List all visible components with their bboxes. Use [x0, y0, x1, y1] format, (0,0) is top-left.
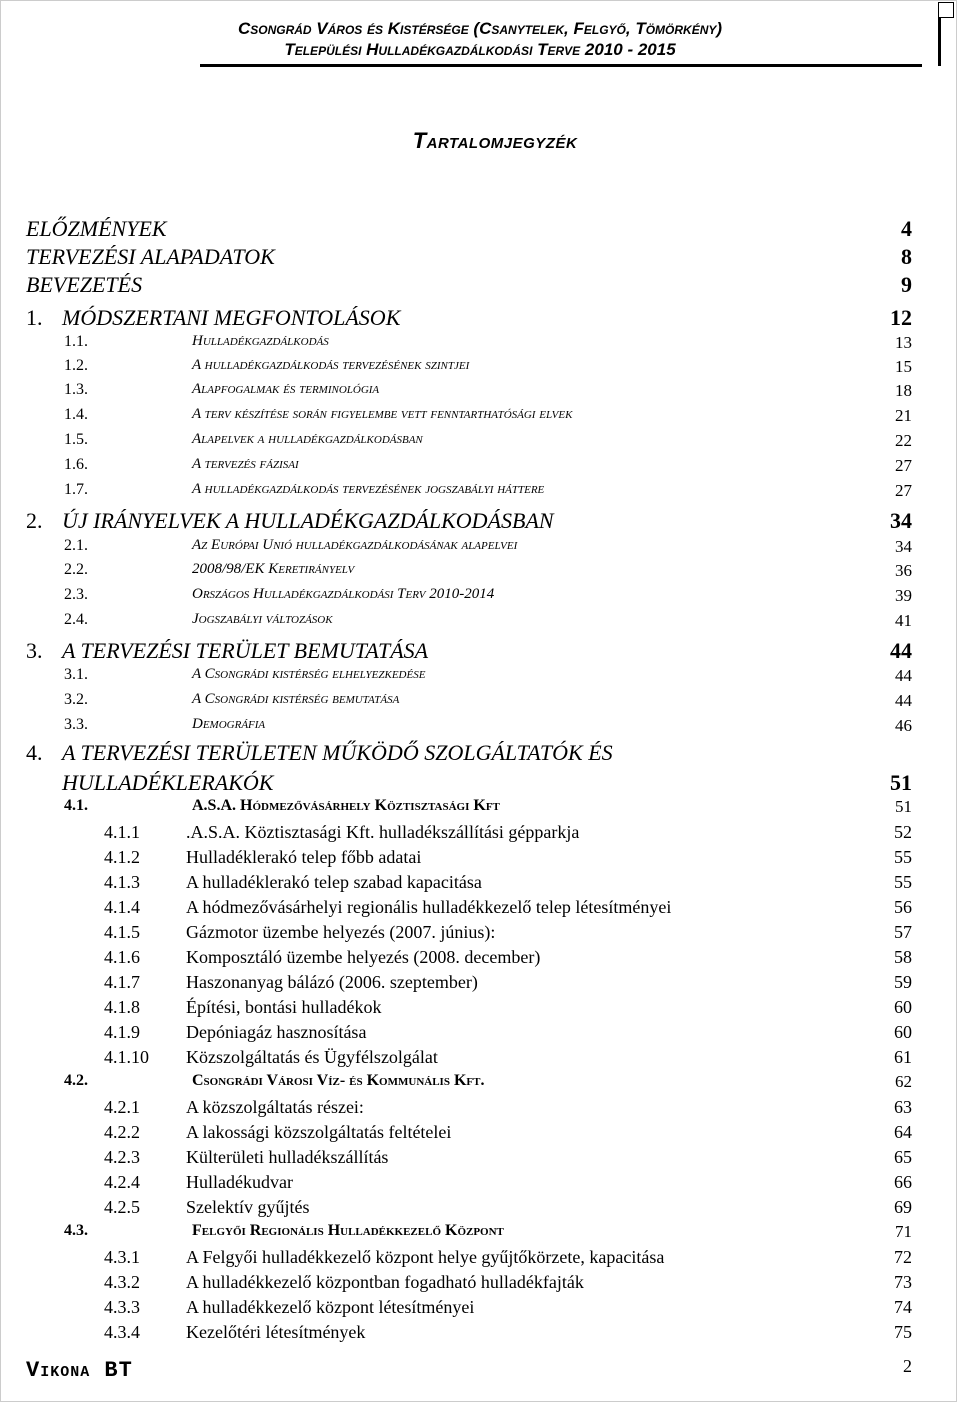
toc-entry-title: A hulladékgazdálkodás tervezésének jogszabályi háttere	[192, 481, 545, 497]
toc-entry-title: Szelektív gyűjtés	[186, 1197, 310, 1217]
toc-entry-page: 22	[895, 431, 912, 450]
toc-entry-title: Külterületi hulladékszállítás	[186, 1147, 389, 1167]
toc-entry-title: A lakossági közszolgáltatás feltételei	[186, 1122, 452, 1142]
toc-entry-page: 60	[894, 997, 912, 1017]
toc-entry-page: 75	[894, 1322, 912, 1342]
toc-entry-title: A Felgyői hulladékkezelő központ helye gyűjtőkörzete, kapacitása	[186, 1247, 665, 1267]
toc-entry-number: 4.1.8	[104, 997, 140, 1017]
toc-entry-title: TERVEZÉSI ALAPADATOK	[26, 244, 275, 269]
toc-entry-page: 57	[894, 922, 912, 942]
toc-entry-number: 1.4.	[64, 406, 88, 423]
toc-entry-page: 44	[890, 638, 912, 663]
toc-entry-number: 4.1.10	[104, 1047, 149, 1067]
toc-entry-page: 64	[894, 1122, 912, 1142]
toc-entry-title: Depóniagáz hasznosítása	[186, 1022, 367, 1042]
toc-entry-number: 1.5.	[64, 431, 88, 448]
toc-entry-page: 12	[890, 305, 912, 330]
toc-entry-number: 4.3.3	[104, 1297, 140, 1317]
toc-entry-page: 13	[895, 333, 912, 352]
toc-entry-title: Hulladékgazdálkodás	[192, 333, 329, 349]
toc-entry-title: Közszolgáltatás és Ügyfélszolgálat	[186, 1047, 438, 1067]
toc-entry-title: A TERVEZÉSI TERÜLET BEMUTATÁSA	[62, 638, 429, 663]
toc-entry-number: 4.1.7	[104, 972, 140, 992]
toc-entry-page: 72	[894, 1247, 912, 1267]
toc-entry-title: A hódmezővásárhelyi regionális hulladékkezelő telep létesítményei	[186, 897, 672, 917]
toc-entry-title: Az Európai Unió hulladékgazdálkodásának alapelvei	[192, 537, 518, 553]
toc-entry-page: 46	[895, 716, 912, 735]
toc-entry-page: 44	[895, 691, 912, 710]
toc-entry-number: 4.1.9	[104, 1022, 140, 1042]
toc-entry-number: 4.3.2	[104, 1272, 140, 1292]
toc-entry-number: 1.6.	[64, 456, 88, 473]
toc-entry-title: Országos Hulladékgazdálkodási Terv 2010-2014	[192, 586, 495, 602]
toc-entry-number: 2.3.	[64, 586, 88, 603]
toc-entry-number: 3.1.	[64, 666, 88, 683]
toc-entry-page: 71	[895, 1222, 912, 1241]
toc-entry-number: 3.	[26, 638, 43, 663]
toc-entry-page: 36	[895, 561, 912, 580]
toc-entry-page: 9	[901, 272, 912, 297]
toc-entry-title: A tervezés fázisai	[192, 456, 299, 472]
toc-entry-page: 66	[894, 1172, 912, 1192]
toc-entry-number: 1.	[26, 305, 43, 330]
toc-entry-number: 2.	[26, 508, 43, 533]
toc-entry-title: 2008/98/EK Keretirányelv	[192, 561, 355, 577]
toc-entry-title: A hulladékkezelő központban fogadható hulladékfajták	[186, 1272, 584, 1292]
toc-entry-page: 61	[894, 1047, 912, 1067]
header-line-1: Csongrád Város és Kistérsége (Csanytelek, Felgyő, Tömörkény)	[237, 19, 723, 38]
toc-entry-title: A terv készítése során figyelembe vett fenntarthatósági elvek	[192, 406, 573, 422]
toc-entry-number: 1.2.	[64, 357, 88, 374]
toc-entry-number: 4.2.4	[104, 1172, 140, 1192]
toc-entry-number: 4.1.5	[104, 922, 140, 942]
toc-entry-number: 4.1.6	[104, 947, 140, 967]
toc-entry-title: A hulladéklerakó telep szabad kapacitása	[186, 872, 482, 892]
toc-entry-number: 4.1.	[64, 797, 88, 814]
toc-entry-number: 2.4.	[64, 611, 88, 628]
toc-entry-title: Kezelőtéri létesítmények	[186, 1322, 366, 1342]
toc-entry-title: A Csongrádi kistérség elhelyezkedése	[192, 666, 426, 682]
toc-entry-page: 27	[895, 456, 912, 475]
toc-entry-title: A.S.A. Hódmezővásárhely Köztisztasági Kft	[192, 797, 500, 814]
toc-entry-number: 4.1.4	[104, 897, 140, 917]
toc-entry-number: 3.3.	[64, 716, 88, 733]
toc-entry-title: Gázmotor üzembe helyezés (2007. június):	[186, 922, 496, 942]
toc-entry-title: Építési, bontási hulladékok	[186, 997, 382, 1017]
toc-entry-title: .A.S.A. Köztisztasági Kft. hulladékszállítási gépparkja	[186, 822, 580, 842]
footer-logo: Vikona BT	[26, 1358, 133, 1383]
toc-entry-title: A TERVEZÉSI TERÜLETEN MŰKÖDŐ SZOLGÁLTATÓK ÉS	[62, 740, 613, 765]
toc-entry-page: 41	[895, 611, 912, 630]
toc-entry-title: A hulladékgazdálkodás tervezésének szintjei	[192, 357, 470, 373]
toc-entry-title: Csongrádi Városi Víz- és Kommunális Kft.	[192, 1072, 485, 1089]
toc-entry-page: 51	[895, 797, 912, 816]
toc-entry-number: 2.2.	[64, 561, 88, 578]
toc-entry-title: Alapfogalmak és terminológia	[192, 381, 380, 397]
toc-entry-page: 73	[894, 1272, 912, 1292]
toc-entry-number: 4.1.1	[104, 822, 140, 842]
toc-entry-title: A hulladékkezelő központ létesítményei	[186, 1297, 475, 1317]
toc-entry-number: 4.3.1	[104, 1247, 140, 1267]
toc-entry-page: 34	[890, 508, 912, 533]
toc-entry-number: 4.2.	[64, 1072, 88, 1089]
toc-entry-page: 65	[894, 1147, 912, 1167]
toc-entry-number: 1.3.	[64, 381, 88, 398]
toc-entry-number: 4.1.2	[104, 847, 140, 867]
toc-entry-page: 56	[894, 897, 912, 917]
toc-entry-number: 1.7.	[64, 481, 88, 498]
toc-entry-title: Demográfia	[192, 716, 266, 732]
toc-entry-title: MÓDSZERTANI MEGFONTOLÁSOK	[62, 305, 401, 330]
toc-entry-title: Haszonanyag bálázó (2006. szeptember)	[186, 972, 478, 992]
toc-entry-number: 2.1.	[64, 537, 88, 554]
toc-entry-title: Hulladékudvar	[186, 1172, 293, 1192]
toc-entry-title: A közszolgáltatás részei:	[186, 1097, 364, 1117]
toc-entry-page: 62	[895, 1072, 912, 1091]
toc-entry-page: 51	[890, 770, 912, 795]
toc-entry-page: 4	[901, 216, 912, 241]
toc-entry-number: 4.2.2	[104, 1122, 140, 1142]
toc-entry-title: Komposztáló üzembe helyezés (2008. december)	[186, 947, 541, 967]
toc-title: Tartalomjegyzék	[412, 128, 578, 153]
toc-entry-page: 15	[895, 357, 912, 376]
toc-entry-number: 4.2.5	[104, 1197, 140, 1217]
toc-entry-page: 39	[895, 586, 912, 605]
header-line-2: Települési Hulladékgazdálkodási Terve 2010 - 2015	[284, 40, 676, 59]
toc-entry-page: 55	[894, 872, 912, 892]
toc-entry-number: 4.2.1	[104, 1097, 140, 1117]
toc-entry-number: 1.1.	[64, 333, 88, 350]
toc-entry-title: A Csongrádi kistérség bemutatása	[192, 691, 400, 707]
toc-entry-page: 21	[895, 406, 912, 425]
toc-entry-page: 59	[894, 972, 912, 992]
toc-entry-page: 60	[894, 1022, 912, 1042]
toc-entry-title: ELŐZMÉNYEK	[26, 216, 167, 241]
toc-entry-title: ÚJ IRÁNYELVEK A HULLADÉKGAZDÁLKODÁSBAN	[62, 508, 554, 533]
toc-entry-title: BEVEZETÉS	[26, 272, 143, 297]
toc-entry-page: 34	[895, 537, 912, 556]
toc-entry-title: Felgyői Regionális Hulladékkezelő Központ	[192, 1222, 504, 1239]
toc-entry-number: 4.	[26, 740, 43, 765]
toc-entry-page: 58	[894, 947, 912, 967]
toc-entry-page: 27	[895, 481, 912, 500]
toc-entry-title: HULLADÉKLERAKÓK	[62, 770, 274, 795]
toc-entry-page: 52	[894, 822, 912, 842]
toc-entry-title: Hulladéklerakó telep főbb adatai	[186, 847, 422, 867]
toc-entry-page: 55	[894, 847, 912, 867]
toc-entry-title: Jogszabályi változások	[192, 611, 333, 627]
footer-page-number: 2	[903, 1356, 912, 1376]
toc-entry-number: 4.2.3	[104, 1147, 140, 1167]
toc-entry-number: 4.3.4	[104, 1322, 140, 1342]
toc-entry-page: 69	[894, 1197, 912, 1217]
toc-entry-number: 4.3.	[64, 1222, 88, 1239]
toc-entry-page: 63	[894, 1097, 912, 1117]
toc-entry-title: Alapelvek a hulladékgazdálkodásban	[192, 431, 423, 447]
toc-entry-number: 3.2.	[64, 691, 88, 708]
toc-entry-page: 18	[895, 381, 912, 400]
toc-entry-number: 4.1.3	[104, 872, 140, 892]
toc-entry-page: 44	[895, 666, 912, 685]
toc-entry-page: 8	[901, 244, 912, 269]
toc-entry-page: 74	[894, 1297, 912, 1317]
